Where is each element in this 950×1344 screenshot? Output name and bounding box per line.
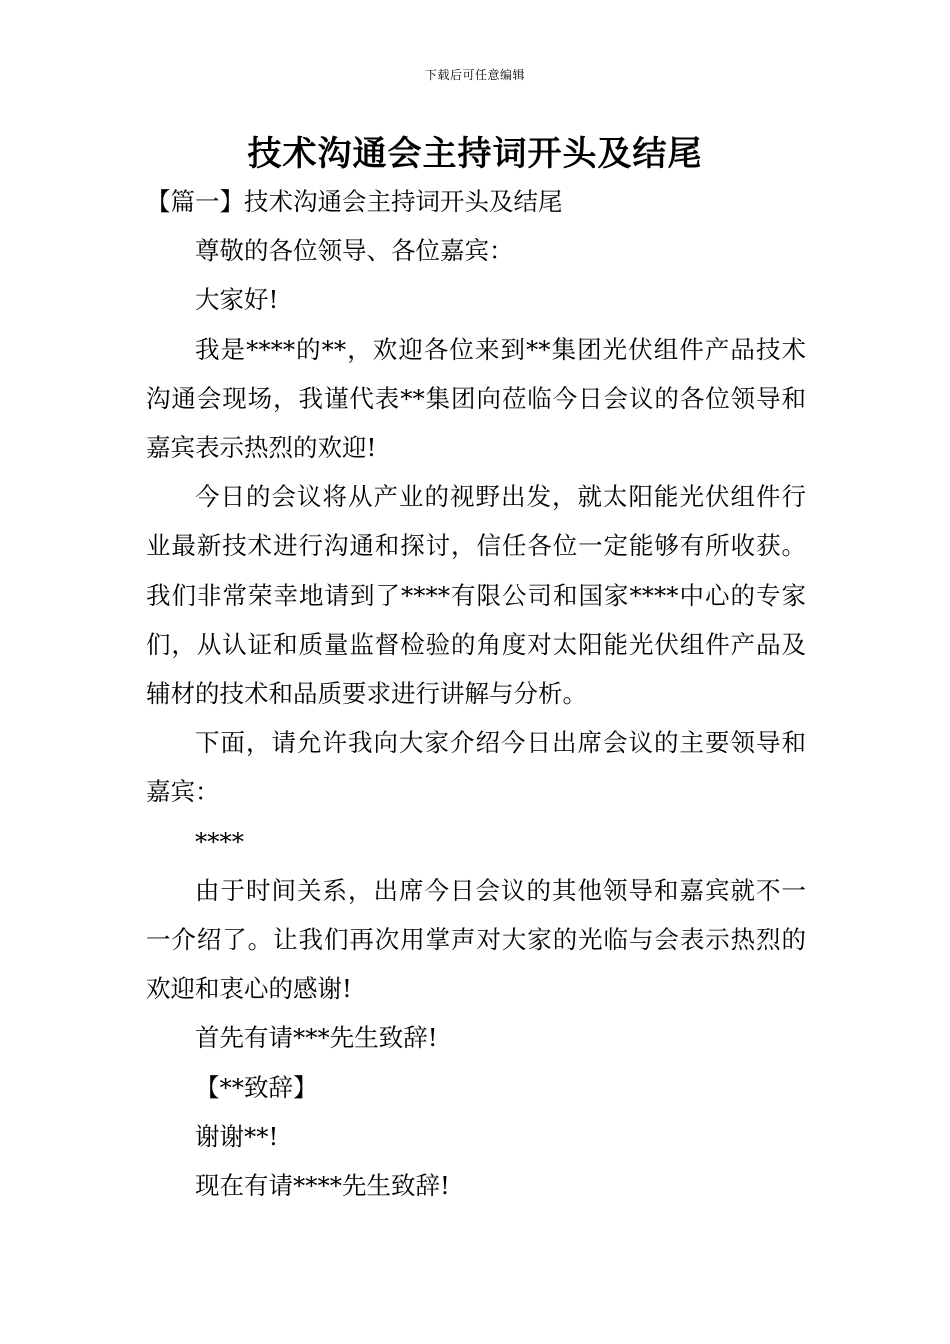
paragraph-next-speech: 现在有请****先生致辞! bbox=[195, 1171, 450, 1201]
paragraph-welcome: 我是****的**，欢迎各位来到**集团光伏组件产品技术沟通会现场，我谨代表**集团向莅临今日会议的各位领导和嘉宾表示热烈的欢迎! bbox=[146, 334, 806, 463]
paragraph-first-speech: 首先有请***先生致辞! bbox=[195, 1023, 438, 1053]
document-title: 技术沟通会主持词开头及结尾 bbox=[247, 134, 703, 174]
section-heading: 【篇一】技术沟通会主持词开头及结尾 bbox=[146, 187, 563, 216]
paragraph-greeting: 大家好! bbox=[195, 285, 279, 315]
paragraph-meeting-intro: 今日的会议将从产业的视野出发，就太阳能光伏组件行业最新技术进行沟通和探讨，信任各位一定能够有所收获。我们非常荣幸地请到了****有限公司和国家****中心的专家们，从认证和质量监督检验的角度对太阳能光伏组件产品及辅材的技术和品质要求进行讲解与分析。 bbox=[146, 482, 806, 709]
paragraph-thanks: 由于时间关系，出席今日会议的其他领导和嘉宾就不一一介绍了。让我们再次用掌声对大家的光临与会表示热烈的欢迎和衷心的感谢! bbox=[146, 875, 806, 1004]
document-body bbox=[146, 177, 806, 1210]
paragraph-speech-marker: 【**致辞】 bbox=[195, 1072, 318, 1102]
paragraph-salutation: 尊敬的各位领导、各位嘉宾： bbox=[195, 236, 514, 266]
header-note: 下载后可任意编辑 bbox=[424, 68, 525, 82]
paragraph-guest-list: **** bbox=[195, 826, 244, 856]
paragraph-thank-you: 谢谢**! bbox=[195, 1121, 279, 1151]
paragraph-introduce-guests: 下面，请允许我向大家介绍今日出席会议的主要领导和嘉宾： bbox=[146, 728, 806, 807]
